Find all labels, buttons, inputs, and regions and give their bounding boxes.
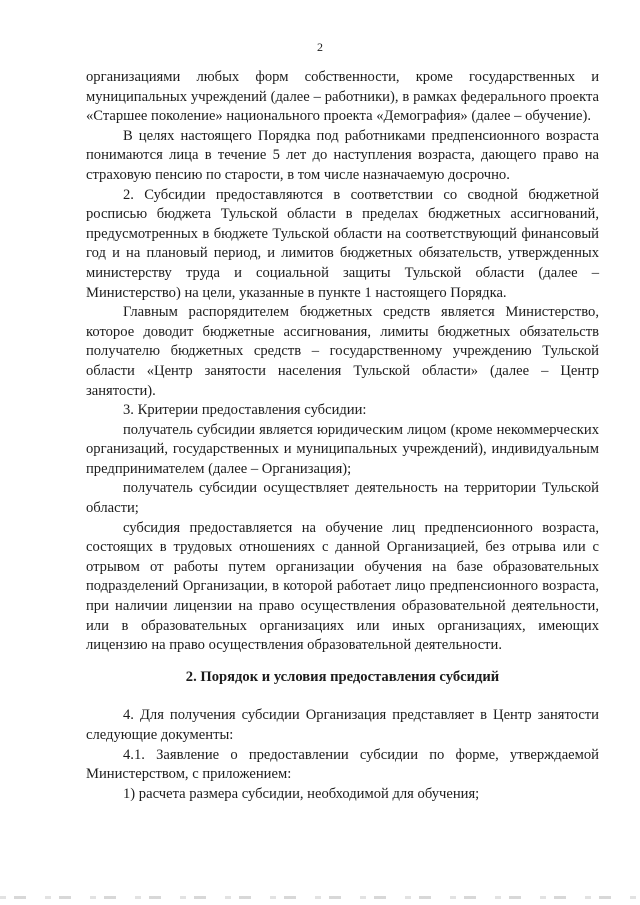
paragraph: 4.1. Заявление о предоставлении субсидии по форме, утверждаемой Министерством, с приложением: [86, 746, 599, 783]
paragraph: 4. Для получения субсидии Организация представляет в Центр занятости следующие документы: [86, 707, 599, 743]
paragraph: 3. Критерии предоставления субсидии: [123, 402, 367, 419]
paragraph: получатель субсидии осуществляет деятельность на территории Тульской области; [86, 480, 599, 517]
paragraph: организациями любых форм собственности, кроме государственных и муниципальных учреждений (далее – работники), в рамках федерального проекта «Старшее поколение» национального проекта «Демография» (далее – обучение). [86, 69, 599, 125]
paragraph: 2. Субсидии предоставляются в соответствии со сводной бюджетной росписью бюджета Тульской области в пределах бюджетных ассигнований, предусмотренных в бюджете Тульской области на соответствующий финансовый год и на плановый период, и лимитов бюджетных обязательств, утвержденных министерству труда и социальной защиты Тульской области (далее – Министерство) на цели, указанные в пункте 1 настоящего Порядка. [86, 186, 599, 301]
paragraph: Главным распорядителем бюджетных средств является Министерство, которое доводит бюджетные ассигнования, лимиты бюджетных обязательств получателю бюджетных средств – государственному учреждению Тульской области «Центр занятости населения Тульской области» (далее – Центр занятости). [86, 304, 599, 399]
paragraph: В целях настоящего Порядка под работниками предпенсионного возраста понимаются лица в течение 5 лет до наступления возраста, дающего право на страховую пенсию по старости, в том числе назначаемую досрочно. [86, 127, 599, 183]
paragraph: получатель субсидии является юридическим лицом (кроме некоммерческих организаций, государственных и муниципальных учреждений), индивидуальным предпринимателем (далее – Организация); [86, 421, 599, 477]
paragraph: 1) расчета размера субсидии, необходимой для обучения; [123, 785, 480, 802]
scan-artifact-line [0, 896, 640, 899]
document-body [86, 68, 599, 804]
page-number: 2 [317, 40, 323, 54]
paragraph: субсидия предоставляется на обучение лиц предпенсионного возраста, состоящих в трудовых отношениях с данной Организацией, без отрыва или с отрывом от работы путем организации обучения на базе образовательных подразделений Организации, в которой работает лицо предпенсионного возраста, при наличии лицензии на право осуществления образовательной деятельности, или в образовательных организациях или иных организациях, имеющих лицензию на право осуществления образовательной деятельности. [86, 519, 599, 654]
section-heading: 2. Порядок и условия предоставления субсидий [185, 668, 500, 685]
